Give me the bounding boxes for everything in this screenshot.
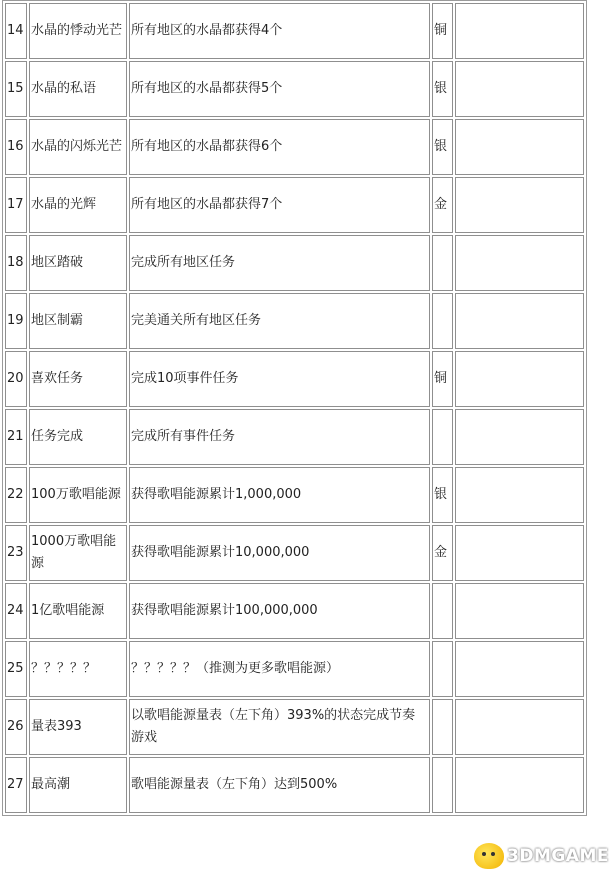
achievement-condition: 获得歌唱能源累计100,000,000 bbox=[129, 583, 430, 639]
row-number: 16 bbox=[5, 119, 27, 175]
row-number: 21 bbox=[5, 409, 27, 465]
table-row bbox=[5, 177, 584, 233]
empty-cell bbox=[455, 409, 584, 465]
row-number: 18 bbox=[5, 235, 27, 291]
achievement-name: 地区制霸 bbox=[29, 293, 127, 349]
table-row bbox=[5, 757, 584, 813]
medal-grade bbox=[432, 293, 453, 349]
empty-cell bbox=[455, 467, 584, 523]
row-number: 25 bbox=[5, 641, 27, 697]
achievement-name: 水晶的闪烁光芒 bbox=[29, 119, 127, 175]
row-number: 17 bbox=[5, 177, 27, 233]
table-row bbox=[5, 409, 584, 465]
table-row bbox=[5, 467, 584, 523]
row-number: 27 bbox=[5, 757, 27, 813]
table-row bbox=[5, 293, 584, 349]
achievement-condition: 完成所有事件任务 bbox=[129, 409, 430, 465]
row-number: 22 bbox=[5, 467, 27, 523]
empty-cell bbox=[455, 3, 584, 59]
medal-grade: 银 bbox=[432, 119, 453, 175]
achievement-name: 地区踏破 bbox=[29, 235, 127, 291]
row-number: 23 bbox=[5, 525, 27, 581]
achievement-condition: 歌唱能源量表（左下角）达到500% bbox=[129, 757, 430, 813]
medal-grade bbox=[432, 757, 453, 813]
medal-grade: 金 bbox=[432, 177, 453, 233]
watermark-text: 3DMGAME bbox=[507, 846, 609, 866]
empty-cell bbox=[455, 641, 584, 697]
achievement-name: 量表393 bbox=[29, 699, 127, 755]
medal-grade bbox=[432, 409, 453, 465]
mascot-logo-icon bbox=[474, 843, 504, 869]
medal-grade bbox=[432, 583, 453, 639]
empty-cell bbox=[455, 525, 584, 581]
achievement-name: 水晶的光辉 bbox=[29, 177, 127, 233]
site-watermark bbox=[474, 843, 609, 869]
achievement-name: 最高潮 bbox=[29, 757, 127, 813]
achievement-name: 1000万歌唱能源 bbox=[29, 525, 127, 581]
table-row bbox=[5, 61, 584, 117]
table-row bbox=[5, 583, 584, 639]
achievement-condition: 完美通关所有地区任务 bbox=[129, 293, 430, 349]
empty-cell bbox=[455, 61, 584, 117]
achievement-name: 水晶的私语 bbox=[29, 61, 127, 117]
row-number: 20 bbox=[5, 351, 27, 407]
medal-grade: 铜 bbox=[432, 351, 453, 407]
achievement-name: ？？？？？ bbox=[29, 641, 127, 697]
achievement-condition: 完成所有地区任务 bbox=[129, 235, 430, 291]
empty-cell bbox=[455, 293, 584, 349]
row-number: 14 bbox=[5, 3, 27, 59]
medal-grade: 铜 bbox=[432, 3, 453, 59]
medal-grade bbox=[432, 641, 453, 697]
empty-cell bbox=[455, 757, 584, 813]
row-number: 26 bbox=[5, 699, 27, 755]
achievement-table bbox=[2, 0, 587, 816]
empty-cell bbox=[455, 177, 584, 233]
table-row bbox=[5, 3, 584, 59]
table-row bbox=[5, 119, 584, 175]
achievement-name: 1亿歌唱能源 bbox=[29, 583, 127, 639]
table-row bbox=[5, 235, 584, 291]
medal-grade: 银 bbox=[432, 61, 453, 117]
achievement-table-body bbox=[5, 3, 584, 813]
row-number: 19 bbox=[5, 293, 27, 349]
achievement-condition: 所有地区的水晶都获得7个 bbox=[129, 177, 430, 233]
medal-grade bbox=[432, 235, 453, 291]
achievement-condition: 以歌唱能源量表（左下角）393%的状态完成节奏游戏 bbox=[129, 699, 430, 755]
medal-grade: 金 bbox=[432, 525, 453, 581]
achievement-condition: ？？？？？（推测为更多歌唱能源） bbox=[129, 641, 430, 697]
table-row bbox=[5, 641, 584, 697]
medal-grade: 银 bbox=[432, 467, 453, 523]
table-row bbox=[5, 699, 584, 755]
row-number: 15 bbox=[5, 61, 27, 117]
achievement-condition: 获得歌唱能源累计1,000,000 bbox=[129, 467, 430, 523]
achievement-name: 水晶的悸动光芒 bbox=[29, 3, 127, 59]
achievement-condition: 获得歌唱能源累计10,000,000 bbox=[129, 525, 430, 581]
achievement-name: 100万歌唱能源 bbox=[29, 467, 127, 523]
achievement-name: 喜欢任务 bbox=[29, 351, 127, 407]
row-number: 24 bbox=[5, 583, 27, 639]
achievement-condition: 所有地区的水晶都获得6个 bbox=[129, 119, 430, 175]
table-row bbox=[5, 351, 584, 407]
empty-cell bbox=[455, 119, 584, 175]
achievement-condition: 完成10项事件任务 bbox=[129, 351, 430, 407]
table-row bbox=[5, 525, 584, 581]
achievement-condition: 所有地区的水晶都获得4个 bbox=[129, 3, 430, 59]
achievement-name: 任务完成 bbox=[29, 409, 127, 465]
medal-grade bbox=[432, 699, 453, 755]
empty-cell bbox=[455, 699, 584, 755]
empty-cell bbox=[455, 583, 584, 639]
achievement-condition: 所有地区的水晶都获得5个 bbox=[129, 61, 430, 117]
empty-cell bbox=[455, 235, 584, 291]
empty-cell bbox=[455, 351, 584, 407]
